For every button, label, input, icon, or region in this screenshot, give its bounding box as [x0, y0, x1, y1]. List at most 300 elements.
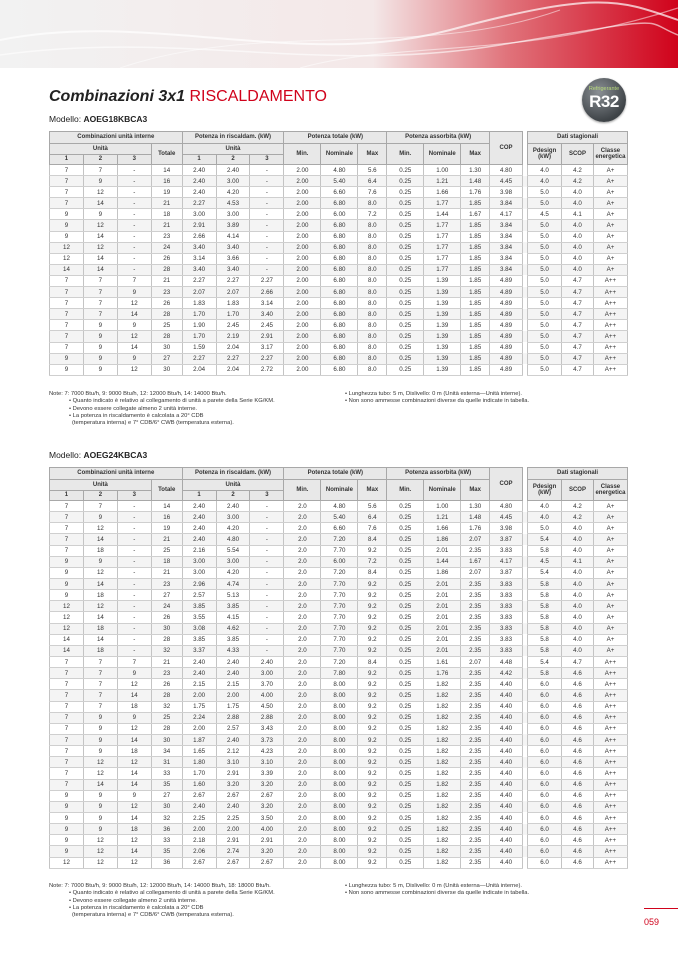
- table-cell: 0.25: [387, 176, 424, 187]
- table-cell: 1.85: [461, 309, 490, 320]
- table-cell: 3.00: [216, 176, 250, 187]
- table-cell: 2.27: [216, 353, 250, 364]
- table-cell: 1.70: [182, 331, 216, 342]
- table-cell: 4.33: [216, 645, 250, 656]
- table-cell: 12: [50, 623, 84, 634]
- table-row: [50, 634, 628, 645]
- table-cell: 2.67: [182, 790, 216, 801]
- th-p-unita: Unità: [182, 480, 284, 491]
- table-cell: 0.25: [387, 231, 424, 242]
- table-cell: 3.17: [250, 342, 284, 353]
- table-cell: 4.0: [528, 501, 562, 512]
- table-cell: 4.0: [562, 220, 594, 231]
- table-cell: 4.0: [562, 545, 594, 556]
- table-cell: 2.0: [284, 801, 321, 812]
- table-cell: 18: [117, 824, 151, 835]
- spec-table-1: [49, 131, 628, 376]
- table-cell: 6.0: [528, 734, 562, 745]
- table-cell: 9.2: [358, 668, 387, 679]
- table-cell: 8.0: [358, 364, 387, 375]
- table-cell: 2.00: [284, 309, 321, 320]
- table-cell: 5.0: [528, 523, 562, 534]
- table-cell: A++: [593, 779, 627, 790]
- table-cell: A++: [593, 690, 627, 701]
- table-cell: 2.00: [284, 253, 321, 264]
- notes-right-2: [345, 883, 529, 898]
- table-cell: 9.2: [358, 801, 387, 812]
- table-cell: 1.82: [424, 801, 461, 812]
- table-cell: 1.39: [424, 320, 461, 331]
- table-cell: 9: [50, 578, 84, 589]
- table-cell: 28: [151, 690, 182, 701]
- table-cell: 8.00: [321, 846, 358, 857]
- table-cell: A++: [593, 298, 627, 309]
- note-line: • Lunghezza tubo: 5 m, Dislivello: 0 m (Unità esterna—Unità interne).: [345, 391, 522, 397]
- table-row: [50, 231, 628, 242]
- table-cell: 2.27: [250, 275, 284, 286]
- table-row: [50, 668, 628, 679]
- table-cell: 4.40: [490, 690, 523, 701]
- table-cell: 5.6: [358, 165, 387, 176]
- table-cell: 2.0: [284, 556, 321, 567]
- table-cell: 24: [151, 242, 182, 253]
- table-cell: 9: [83, 824, 117, 835]
- table-cell: 9.2: [358, 645, 387, 656]
- table-cell: 1.85: [461, 287, 490, 298]
- table-cell: 2.35: [461, 746, 490, 757]
- table-cell: -: [250, 209, 284, 220]
- table-cell: 4.89: [490, 309, 523, 320]
- table-cell: 33: [151, 835, 182, 846]
- table-cell: A+: [593, 264, 627, 275]
- table-cell: 9: [83, 342, 117, 353]
- model-heading-2: [49, 450, 147, 460]
- table-cell: 3.50: [250, 812, 284, 823]
- table-cell: 2.15: [182, 679, 216, 690]
- table-cell: -: [250, 645, 284, 656]
- table-row: [50, 523, 628, 534]
- table-cell: 4.7: [562, 287, 594, 298]
- table-row: [50, 801, 628, 812]
- table-cell: A+: [593, 220, 627, 231]
- table-cell: 2.00: [284, 331, 321, 342]
- table-cell: 9.2: [358, 578, 387, 589]
- th-max: Max: [358, 480, 387, 501]
- table-cell: 8.00: [321, 712, 358, 723]
- table-cell: 9: [117, 668, 151, 679]
- table-cell: 8.00: [321, 757, 358, 768]
- table-cell: 1.85: [461, 242, 490, 253]
- table-cell: 1.82: [424, 723, 461, 734]
- table-cell: 7.20: [321, 656, 358, 667]
- table-cell: 5.4: [528, 534, 562, 545]
- th-scop: SCOP: [562, 144, 594, 165]
- model-label: Modello:: [49, 450, 82, 460]
- table-cell: 6.80: [321, 309, 358, 320]
- notes-left-2: [49, 883, 275, 919]
- table-cell: 31: [151, 757, 182, 768]
- table-cell: 7: [50, 746, 84, 757]
- table-cell: A++: [593, 757, 627, 768]
- table-cell: 12: [83, 242, 117, 253]
- table-cell: 6.0: [528, 857, 562, 868]
- th-max: Max: [358, 144, 387, 165]
- table-cell: A+: [593, 645, 627, 656]
- table-cell: 14: [117, 309, 151, 320]
- table-cell: 5.6: [358, 501, 387, 512]
- table-cell: 14: [50, 264, 84, 275]
- table-cell: 9: [50, 353, 84, 364]
- table-row: [50, 165, 628, 176]
- table-cell: 1.70: [216, 309, 250, 320]
- table-cell: 32: [151, 812, 182, 823]
- table-cell: A+: [593, 612, 627, 623]
- table-cell: 0.25: [387, 545, 424, 556]
- table-cell: 5.0: [528, 220, 562, 231]
- table-cell: 35: [151, 779, 182, 790]
- table-cell: 1.77: [424, 198, 461, 209]
- table-cell: -: [117, 645, 151, 656]
- table-cell: 30: [151, 623, 182, 634]
- table-cell: 0.25: [387, 723, 424, 734]
- table-cell: 6.0: [528, 779, 562, 790]
- table-row: [50, 534, 628, 545]
- table-cell: A++: [593, 723, 627, 734]
- table-cell: 3.83: [490, 578, 523, 589]
- table-cell: A++: [593, 824, 627, 835]
- table-cell: 9: [83, 512, 117, 523]
- table-cell: -: [250, 634, 284, 645]
- table-cell: 7: [83, 701, 117, 712]
- model-code: AOEG24KBCA3: [83, 450, 148, 460]
- table-cell: 2.0: [284, 812, 321, 823]
- table-cell: 12: [83, 846, 117, 857]
- table-cell: 6.00: [321, 556, 358, 567]
- table-cell: 9: [83, 723, 117, 734]
- table-cell: 3.40: [182, 264, 216, 275]
- table-cell: 6.80: [321, 353, 358, 364]
- table-cell: -: [250, 612, 284, 623]
- table-cell: 36: [151, 857, 182, 868]
- table-cell: 21: [151, 198, 182, 209]
- table-cell: 4.0: [562, 242, 594, 253]
- table-cell: A+: [593, 176, 627, 187]
- table-cell: 0.25: [387, 790, 424, 801]
- th-pot-ass: Potenza assorbita (kW): [387, 132, 490, 144]
- table-cell: 3.20: [250, 846, 284, 857]
- table-cell: 3.83: [490, 545, 523, 556]
- table-cell: 3.00: [182, 556, 216, 567]
- table-cell: 4.45: [490, 176, 523, 187]
- table-cell: 7: [50, 342, 84, 353]
- table-cell: 1.67: [461, 556, 490, 567]
- table-cell: 12: [83, 835, 117, 846]
- table-cell: 0.25: [387, 779, 424, 790]
- table-cell: 9: [83, 353, 117, 364]
- note-line: (temperatura interna) e 7° CDB/6° CWB (temperatura esterna).: [72, 912, 234, 919]
- table-cell: 2.0: [284, 534, 321, 545]
- table-cell: A+: [593, 545, 627, 556]
- table-cell: 28: [151, 264, 182, 275]
- table-cell: 7.70: [321, 645, 358, 656]
- table-cell: 0.25: [387, 342, 424, 353]
- table-cell: 2.01: [424, 578, 461, 589]
- table-cell: 0.25: [387, 712, 424, 723]
- table-cell: 1.44: [424, 209, 461, 220]
- table-cell: A+: [593, 623, 627, 634]
- th-potenza: Potenza in riscaldam. (kW): [182, 468, 284, 480]
- table-cell: 27: [151, 790, 182, 801]
- table-cell: 18: [151, 209, 182, 220]
- table-cell: 5.0: [528, 242, 562, 253]
- table-cell: 8.0: [358, 298, 387, 309]
- table-cell: 8.00: [321, 723, 358, 734]
- table-cell: 9.2: [358, 790, 387, 801]
- table-cell: 1.85: [461, 353, 490, 364]
- table-cell: 9: [83, 364, 117, 375]
- table-cell: 33: [151, 768, 182, 779]
- table-cell: 9: [117, 790, 151, 801]
- table-cell: 3.14: [250, 298, 284, 309]
- table-cell: 3.43: [250, 723, 284, 734]
- table-cell: 2.40: [182, 801, 216, 812]
- table-cell: 1.80: [182, 757, 216, 768]
- table-cell: 1.82: [424, 757, 461, 768]
- table-cell: 9: [83, 790, 117, 801]
- table-cell: 14: [83, 198, 117, 209]
- table-cell: -: [117, 601, 151, 612]
- table-cell: A+: [593, 253, 627, 264]
- table-cell: -: [250, 198, 284, 209]
- table-cell: A++: [593, 835, 627, 846]
- note-line: Note: 7: 7000 Btu/h, 9: 9000 Btu/h, 12: 12000 Btu/h, 14: 14000 Btu/h.: [49, 391, 227, 397]
- table-cell: 4.2: [562, 512, 594, 523]
- table-cell: 4.0: [562, 634, 594, 645]
- table-cell: 9.2: [358, 723, 387, 734]
- table-cell: 4.40: [490, 701, 523, 712]
- table-cell: A++: [593, 846, 627, 857]
- table-cell: 14: [151, 501, 182, 512]
- table-cell: 2.40: [182, 512, 216, 523]
- table-cell: A++: [593, 768, 627, 779]
- table-cell: 1.00: [424, 501, 461, 512]
- spec-table-2: [49, 467, 628, 869]
- table-cell: 3.84: [490, 220, 523, 231]
- table-cell: 7: [50, 768, 84, 779]
- table-cell: 4.40: [490, 801, 523, 812]
- table-cell: 3.40: [216, 242, 250, 253]
- table-cell: 1.85: [461, 331, 490, 342]
- table-cell: 35: [151, 846, 182, 857]
- table-cell: 7: [117, 656, 151, 667]
- table-row: [50, 790, 628, 801]
- table-cell: 2.07: [461, 567, 490, 578]
- table-cell: 4.80: [490, 501, 523, 512]
- table-cell: 9: [50, 846, 84, 857]
- table-cell: 1.82: [424, 846, 461, 857]
- table-cell: A+: [593, 242, 627, 253]
- table-row: [50, 690, 628, 701]
- table-cell: 28: [151, 331, 182, 342]
- table-cell: 4.6: [562, 812, 594, 823]
- table-cell: 8.0: [358, 231, 387, 242]
- table-cell: 9: [83, 176, 117, 187]
- table-cell: 1.75: [216, 701, 250, 712]
- table-cell: 3.08: [182, 623, 216, 634]
- th-stag: Dati stagionali: [528, 468, 628, 480]
- table-cell: 18: [83, 623, 117, 634]
- table-cell: 2.15: [216, 679, 250, 690]
- table-cell: -: [117, 634, 151, 645]
- note-line: • Quanto indicato è relativo al collegamento di unità a parete della Serie KG/KM.: [69, 890, 275, 897]
- table-cell: 4.17: [490, 556, 523, 567]
- table-cell: 2.00: [182, 723, 216, 734]
- table-cell: 5.4: [528, 656, 562, 667]
- table-cell: 9: [117, 353, 151, 364]
- table-cell: 2.35: [461, 645, 490, 656]
- table-cell: 2.00: [284, 231, 321, 242]
- table-row: [50, 298, 628, 309]
- table-cell: 9.2: [358, 590, 387, 601]
- table-row: [50, 757, 628, 768]
- table-cell: 2.35: [461, 590, 490, 601]
- table-cell: 1.85: [461, 264, 490, 275]
- table-cell: 8.00: [321, 801, 358, 812]
- table-cell: 14: [83, 578, 117, 589]
- table-cell: 8.00: [321, 734, 358, 745]
- th-nom: Nominale: [424, 144, 461, 165]
- table-cell: 4.0: [562, 645, 594, 656]
- table-cell: 14: [117, 779, 151, 790]
- table-cell: 1.85: [461, 275, 490, 286]
- table-cell: 9: [83, 209, 117, 220]
- table-cell: 2.67: [216, 790, 250, 801]
- table-cell: 14: [83, 534, 117, 545]
- table-cell: 2.27: [216, 275, 250, 286]
- table-cell: 8.0: [358, 353, 387, 364]
- table-cell: 8.0: [358, 342, 387, 353]
- table-cell: 6.80: [321, 364, 358, 375]
- table-cell: 2.18: [182, 835, 216, 846]
- table-cell: 2.40: [182, 165, 216, 176]
- table-cell: 7: [50, 187, 84, 198]
- table-cell: 0.25: [387, 857, 424, 868]
- table-cell: A++: [593, 275, 627, 286]
- table-cell: 2.35: [461, 623, 490, 634]
- table-cell: 4.40: [490, 746, 523, 757]
- table-cell: -: [117, 534, 151, 545]
- table-cell: 4.0: [562, 264, 594, 275]
- table-cell: 28: [151, 723, 182, 734]
- table-cell: 9.2: [358, 757, 387, 768]
- table-cell: A++: [593, 746, 627, 757]
- table-cell: 19: [151, 187, 182, 198]
- table-cell: 7: [50, 331, 84, 342]
- table-cell: 14: [83, 634, 117, 645]
- table-cell: 7.6: [358, 187, 387, 198]
- table-cell: 9.2: [358, 835, 387, 846]
- table-cell: -: [117, 231, 151, 242]
- table-cell: 14: [117, 846, 151, 857]
- th-cop: COP: [490, 468, 523, 501]
- refrigerant-badge: [582, 78, 626, 122]
- table-cell: 6.0: [528, 757, 562, 768]
- table-cell: 2.00: [216, 824, 250, 835]
- table-row: [50, 812, 628, 823]
- table-cell: 2.96: [182, 578, 216, 589]
- table-cell: -: [117, 578, 151, 589]
- table-cell: 8.0: [358, 253, 387, 264]
- table-cell: 9: [117, 287, 151, 298]
- table-cell: 4.1: [562, 209, 594, 220]
- table-cell: 8.00: [321, 790, 358, 801]
- table-cell: 21: [151, 534, 182, 545]
- table-cell: 1.21: [424, 176, 461, 187]
- table-cell: 5.0: [528, 298, 562, 309]
- table-cell: 2.0: [284, 701, 321, 712]
- table-cell: A++: [593, 801, 627, 812]
- model-heading-1: [49, 114, 147, 124]
- table-cell: A+: [593, 634, 627, 645]
- table-cell: 7: [83, 690, 117, 701]
- table-cell: A+: [593, 209, 627, 220]
- table-cell: 3.10: [216, 757, 250, 768]
- table-cell: 2.35: [461, 701, 490, 712]
- table-cell: 2.01: [424, 645, 461, 656]
- table-cell: A+: [593, 512, 627, 523]
- table-cell: 4.0: [562, 590, 594, 601]
- table-cell: 0.25: [387, 501, 424, 512]
- table-cell: 3.85: [182, 634, 216, 645]
- table-cell: 6.80: [321, 253, 358, 264]
- note-line: • Non sono ammesse combinazioni diverse da quelle indicate in tabella.: [345, 398, 530, 405]
- table-cell: 2.72: [250, 364, 284, 375]
- table-cell: 0.25: [387, 165, 424, 176]
- table-cell: 7: [83, 656, 117, 667]
- table-cell: 2.27: [250, 353, 284, 364]
- table-cell: 14: [83, 779, 117, 790]
- th-totale: Totale: [151, 144, 182, 165]
- table-cell: 6.60: [321, 523, 358, 534]
- table-cell: 2.74: [216, 846, 250, 857]
- table-cell: 6.0: [528, 712, 562, 723]
- table-cell: 2.0: [284, 779, 321, 790]
- table-cell: -: [250, 578, 284, 589]
- table-cell: 1.77: [424, 264, 461, 275]
- table-cell: A+: [593, 578, 627, 589]
- table-cell: 4.6: [562, 790, 594, 801]
- table-cell: 2.88: [216, 712, 250, 723]
- table-cell: 8.4: [358, 534, 387, 545]
- table-cell: 3.40: [250, 309, 284, 320]
- table-cell: 7: [50, 287, 84, 298]
- table-cell: 2.00: [284, 275, 321, 286]
- table-cell: 36: [151, 824, 182, 835]
- table-cell: 9.2: [358, 734, 387, 745]
- table-cell: 4.89: [490, 342, 523, 353]
- table-cell: 25: [151, 712, 182, 723]
- table-row: [50, 578, 628, 589]
- table-cell: 8.0: [358, 287, 387, 298]
- table-cell: 23: [151, 668, 182, 679]
- table-cell: 0.25: [387, 824, 424, 835]
- table-cell: 7: [50, 679, 84, 690]
- table-cell: 2.40: [216, 165, 250, 176]
- table-cell: 6.0: [528, 790, 562, 801]
- table-cell: 7: [83, 501, 117, 512]
- table-row: [50, 545, 628, 556]
- table-cell: 4.00: [250, 690, 284, 701]
